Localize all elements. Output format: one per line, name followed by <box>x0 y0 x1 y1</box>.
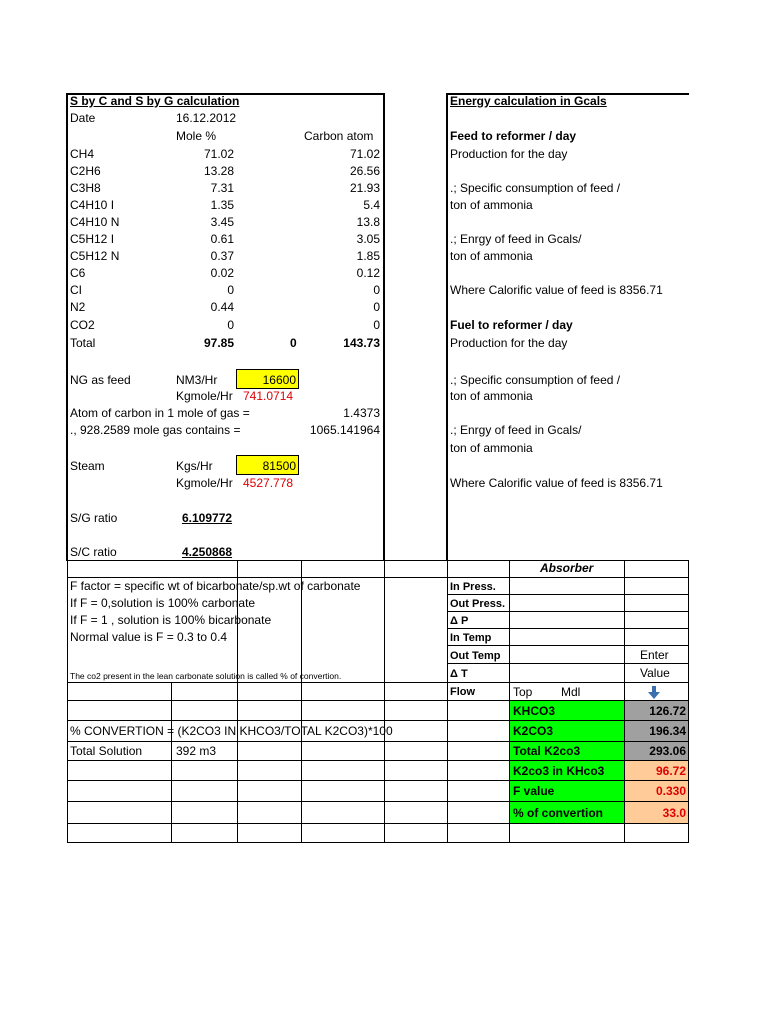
right-title: Energy calculation in Gcals <box>450 94 607 108</box>
result-value: 0.330 <box>655 784 686 798</box>
result-label: Total K2co3 <box>513 744 581 758</box>
result-value-f-value <box>624 780 689 802</box>
result-label: K2CO3 <box>513 724 554 738</box>
component-mole: 0.61 <box>210 232 234 246</box>
top-label: Top <box>513 685 533 699</box>
fuel-calorific: Where Calorific value of feed is 8356.71 <box>450 476 663 490</box>
fuel-title: Fuel to reformer / day <box>450 318 573 332</box>
component-carbon: 0.12 <box>356 266 380 280</box>
feed-production: Production for the day <box>450 147 568 161</box>
date-label: Date <box>70 111 96 125</box>
result-value: 196.34 <box>649 724 686 738</box>
result-value: 96.72 <box>655 764 686 778</box>
f-one-text: If F = 1 , solution is 100% bicarbonate <box>70 613 272 627</box>
fuel-spec-line1: .; Specific consumption of feed / <box>450 373 621 387</box>
grid-line <box>447 611 689 612</box>
component-mole: 71.02 <box>203 147 234 161</box>
component-carbon: 0 <box>373 283 380 297</box>
result-value-k2co3 <box>624 720 689 742</box>
component-name: C3H8 <box>70 181 101 195</box>
feed-calorific: Where Calorific value of feed is 8356.71 <box>450 283 663 297</box>
conversion-formula: % CONVERTION = (K2CO3 IN KHCO3/TOTAL K2CO3)*100 <box>70 724 393 738</box>
param-delta-t: Δ T <box>450 668 468 680</box>
fuel-production: Production for the day <box>450 336 568 350</box>
mole-percent-header: Mole % <box>176 129 217 143</box>
grid-line <box>301 560 302 842</box>
component-carbon: 0 <box>373 318 380 332</box>
component-name: C5H12 I <box>70 232 115 246</box>
steam-input[interactable] <box>236 455 299 475</box>
result-value-khco3 <box>624 700 689 721</box>
component-mole: 0.02 <box>210 266 234 280</box>
grid-line <box>384 560 385 842</box>
value-label: Value <box>640 666 670 680</box>
ng-feed-label: NG as feed <box>70 373 131 387</box>
grid-line <box>67 560 689 561</box>
sg-ratio-value: 6.109772 <box>182 511 233 525</box>
grid-line <box>447 628 689 629</box>
steam-value: 81500 <box>262 459 296 473</box>
component-name: N2 <box>70 300 86 314</box>
mdl-label: Mdl <box>561 685 581 699</box>
param-out-temp: Out Temp <box>450 650 501 662</box>
total-label: Total <box>70 336 96 350</box>
steam-kgmole-value: 4527.778 <box>243 476 294 490</box>
absorber-title: Absorber <box>540 561 594 575</box>
fuel-energy-line2: ton of ammonia <box>450 441 533 455</box>
gas-contains-value: 1065.141964 <box>309 423 380 437</box>
grid-line <box>67 560 68 842</box>
total-solution-label: Total Solution <box>70 744 143 758</box>
feed-energy-line1: .; Enrgy of feed in Gcals/ <box>450 232 582 246</box>
steam-label: Steam <box>70 459 105 473</box>
sc-ratio-label: S/C ratio <box>70 545 117 559</box>
result-value: 126.72 <box>649 704 686 718</box>
component-mole: 0.44 <box>210 300 234 314</box>
normal-value-text: Normal value is F = 0.3 to 0.4 <box>70 630 228 644</box>
feed-title: Feed to reformer / day <box>450 129 577 143</box>
component-mole: 7.31 <box>210 181 234 195</box>
component-carbon: 71.02 <box>349 147 380 161</box>
total-mole: 97.85 <box>203 336 234 350</box>
component-mole: 1.35 <box>210 198 234 212</box>
param-in-temp: In Temp <box>450 632 492 644</box>
result-label: K2co3 in KHco3 <box>513 764 605 778</box>
component-name: C4H10 N <box>70 215 120 229</box>
grid-line <box>447 663 689 664</box>
result-label-k2co3-in-khco3 <box>509 760 625 781</box>
result-value-total-k2co3 <box>624 741 689 761</box>
component-mole: 13.28 <box>203 164 234 178</box>
ng-kgmole-value: 741.0714 <box>243 389 294 403</box>
left-panel-left-border <box>66 93 68 561</box>
result-label-f-value <box>509 780 625 802</box>
total-carbon: 143.73 <box>343 336 380 350</box>
component-carbon: 1.85 <box>356 249 380 263</box>
result-label-k2co3 <box>509 720 625 742</box>
grid-line <box>447 645 689 646</box>
component-mole: 0 <box>227 283 234 297</box>
sc-ratio-value: 4.250868 <box>182 545 233 559</box>
total-mid: 0 <box>290 336 297 350</box>
result-value: 293.06 <box>649 744 686 758</box>
ng-unit-nm3: NM3/Hr <box>176 373 218 387</box>
fuel-energy-line1: .; Enrgy of feed in Gcals/ <box>450 423 582 437</box>
sg-ratio-label: S/G ratio <box>70 511 118 525</box>
component-carbon: 21.93 <box>349 181 380 195</box>
enter-label: Enter <box>640 648 669 662</box>
result-label: F value <box>513 784 555 798</box>
result-value-k2co3-in-khco3 <box>624 760 689 781</box>
fuel-spec-line2: ton of ammonia <box>450 389 533 403</box>
grid-line <box>67 842 689 843</box>
result-label-khco3 <box>509 700 625 721</box>
component-name: C5H12 N <box>70 249 120 263</box>
component-carbon: 5.4 <box>363 198 380 212</box>
grid-line <box>171 682 172 842</box>
component-name: C4H10 I <box>70 198 115 212</box>
param-out-press: Out Press. <box>450 598 506 610</box>
left-title: S by C and S by G calculation <box>70 94 240 108</box>
component-carbon: 3.05 <box>356 232 380 246</box>
grid-line <box>67 577 689 578</box>
steam-unit-kgmole: Kgmole/Hr <box>176 476 233 490</box>
left-panel-right-border <box>383 93 385 561</box>
component-carbon: 13.8 <box>356 215 380 229</box>
feed-spec-line2: ton of ammonia <box>450 198 533 212</box>
component-mole: 0.37 <box>210 249 234 263</box>
ng-unit-kgmole: Kgmole/Hr <box>176 389 233 403</box>
steam-unit-kgs: Kgs/Hr <box>176 459 213 473</box>
f-factor-text: F factor = specific wt of bicarbonate/sp.wt of carbonate <box>70 579 361 593</box>
date-value: 16.12.2012 <box>176 111 237 125</box>
param-delta-p: Δ P <box>450 615 469 627</box>
result-value: 33.0 <box>662 806 686 820</box>
arrow-down-icon <box>648 686 660 700</box>
carbon-atom-header: Carbon atom <box>304 129 374 143</box>
grid-line <box>447 594 689 595</box>
component-carbon: 26.56 <box>349 164 380 178</box>
component-name: CI <box>70 283 82 297</box>
component-carbon: 0 <box>373 300 380 314</box>
component-name: C6 <box>70 266 86 280</box>
gas-contains-label: ., 928.2589 mole gas contains = <box>70 423 241 437</box>
result-label-total-k2co3 <box>509 741 625 761</box>
result-value-conversion <box>624 801 689 824</box>
right-panel-left-border <box>446 93 448 561</box>
result-label: % of convertion <box>513 806 604 820</box>
component-mole: 0 <box>227 318 234 332</box>
component-name: CH4 <box>70 147 95 161</box>
feed-energy-line2: ton of ammonia <box>450 249 533 263</box>
ng-feed-value: 16600 <box>262 373 296 387</box>
result-label: KHCO3 <box>513 704 556 718</box>
grid-line <box>447 560 448 842</box>
f-zero-text: If F = 0,solution is 100% carbonate <box>70 596 256 610</box>
param-flow: Flow <box>450 686 476 698</box>
total-solution-value: 392 m3 <box>176 744 217 758</box>
atom-carbon-value: 1.4373 <box>343 406 380 420</box>
atom-carbon-label: Atom of carbon in 1 mole of gas = <box>70 406 250 420</box>
param-in-press: In Press. <box>450 581 496 593</box>
feed-spec-line1: .; Specific consumption of feed / <box>450 181 621 195</box>
ng-feed-input[interactable] <box>236 369 299 389</box>
result-label-conversion <box>509 801 625 824</box>
component-mole: 3.45 <box>210 215 234 229</box>
component-name: C2H6 <box>70 164 101 178</box>
component-name: CO2 <box>70 318 95 332</box>
co2-note: The co2 present in the lean carbonate solution is called % of convertion. <box>70 671 342 681</box>
